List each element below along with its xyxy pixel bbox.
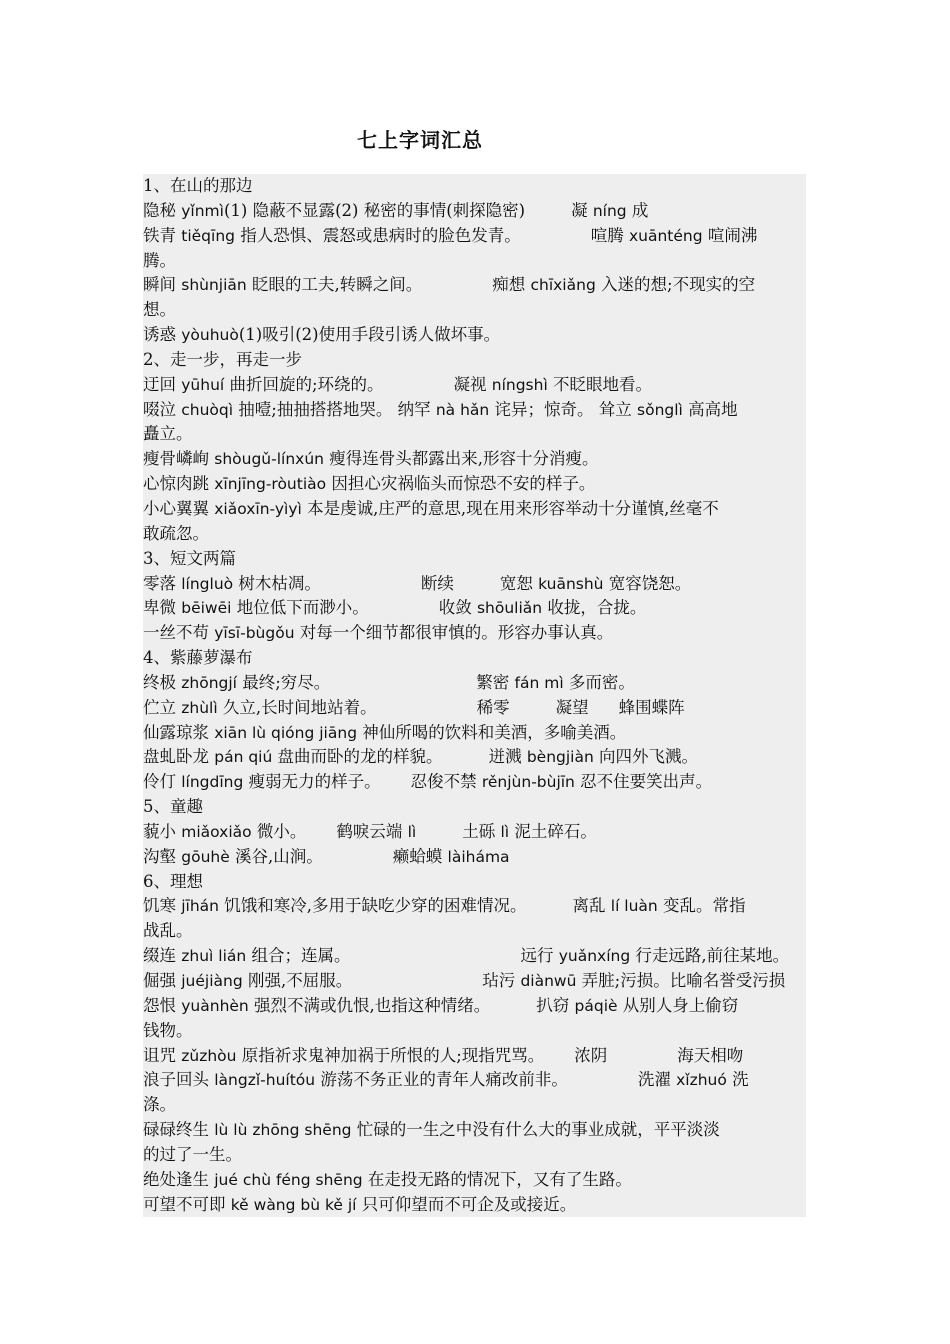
line-text: 铁青	[143, 225, 182, 245]
pinyin: kě wàng bù kě jí	[230, 1195, 357, 1214]
pinyin: bēiwēi	[181, 599, 232, 618]
pinyin: sǒnglì	[637, 400, 683, 419]
line-text: 3、短文两篇	[143, 548, 236, 568]
line-text: 啜泣	[143, 399, 182, 419]
line-text: 忙碌的一生之中没有什么大的事业成就，平平淡淡	[351, 1120, 720, 1140]
line-text: 收拢，合拢。	[542, 598, 647, 618]
pinyin: xīnjīng-ròutiào	[214, 475, 327, 494]
pinyin: yūhuí	[181, 375, 225, 394]
line-text: 凝	[571, 200, 593, 220]
pinyin: bèngjiàn	[526, 748, 594, 767]
pinyin: níng	[592, 201, 627, 220]
pinyin: zǔzhòu	[181, 1046, 237, 1065]
line-text: 饥寒	[143, 896, 182, 916]
vocab-line	[143, 894, 806, 919]
line-text: 神仙所喝的饮料和美酒，多喻美酒。	[357, 722, 627, 742]
line-text: 地位低下而渺小。	[231, 598, 369, 618]
line-text: 繁密	[476, 672, 515, 692]
line-text: 浪子回头	[143, 1070, 215, 1090]
line-text: 喧腾	[590, 225, 629, 245]
vocab-line	[143, 795, 806, 820]
pinyin: xiǎoxīn-yìyì	[214, 499, 302, 518]
vocab-line	[143, 373, 806, 398]
line-text: 诱惑	[143, 325, 182, 345]
line-text: 刚强,不屈服。	[242, 971, 353, 990]
line-text: 从别人身上偷窃	[617, 995, 739, 1015]
pinyin: lí luàn	[610, 897, 658, 916]
pinyin: chīxiǎng	[530, 276, 596, 295]
line-text: 瞬间	[143, 275, 182, 295]
vocab-line	[143, 572, 806, 597]
vocab-line	[143, 770, 806, 795]
line-text: 溪谷,山涧。	[229, 846, 323, 866]
vocab-line	[143, 1068, 806, 1093]
vocab-line	[143, 447, 806, 472]
line-text: 零落	[143, 573, 182, 593]
line-text: 2、走一步，再走一步	[143, 349, 302, 369]
line-text: 组合；连属。	[246, 946, 351, 966]
pinyin: língluò	[181, 574, 234, 593]
line-text: 洗濯	[637, 1070, 677, 1090]
line-text: 可望不可即	[143, 1194, 231, 1214]
line-text: 宽恕	[499, 573, 539, 593]
line-text: 稀零	[476, 697, 510, 717]
line-text: 远行	[520, 946, 559, 966]
line-text: 凝视	[453, 374, 492, 394]
pinyin: juéjiàng	[181, 972, 243, 990]
line-text: 瘦骨嶙峋	[143, 449, 215, 469]
vocab-line	[143, 596, 806, 621]
line-text: 强烈不满或仇恨,也指这种情绪。	[248, 995, 491, 1015]
vocabulary-list	[143, 174, 806, 1217]
line-text: 倔强	[143, 971, 182, 990]
vocab-line	[143, 323, 806, 348]
line-text: 藐小	[143, 821, 182, 841]
vocab-line	[143, 497, 806, 522]
line-text: 战乱。	[143, 921, 193, 941]
line-text: 最终;穷尽。	[236, 672, 331, 692]
pinyin: yuǎnxíng	[558, 947, 631, 966]
line-text: 蜂围蝶阵	[618, 697, 685, 717]
line-text: 因担心灾祸临头而惊恐不安的样子。	[326, 474, 596, 494]
line-text: 浓阴	[574, 1045, 608, 1065]
pinyin: shòugǔ-línxún	[214, 450, 324, 469]
page-title: 七上字词汇总	[357, 128, 483, 152]
pinyin: jīhán	[181, 897, 220, 916]
pinyin: nà hǎn	[435, 400, 490, 419]
line-text: 土砾	[462, 821, 501, 841]
line-text: 绝处逢生	[143, 1169, 215, 1189]
line-text: 游荡不务正业的青年人痛改前非。	[315, 1070, 568, 1090]
line-text: 沟壑	[143, 846, 182, 866]
line-text: 瘦弱无力的样子。	[243, 772, 381, 792]
pinyin: yuànhèn	[181, 996, 249, 1015]
line-text: 成	[626, 200, 649, 220]
line-text: 诅咒	[143, 1045, 182, 1065]
line-text: 伫立	[143, 697, 182, 717]
vocab-line	[143, 671, 806, 696]
pinyin: gōuhè	[181, 847, 230, 866]
line-text: 泥土碎石。	[509, 821, 597, 841]
pinyin: lù lù zhōng shēng	[214, 1121, 352, 1140]
line-text: 曲折回旋的;环绕的。	[224, 374, 384, 394]
line-text: 弄脏;污损。比喻名誉受污损	[576, 971, 786, 990]
line-text: 缀连	[143, 946, 182, 966]
vocab-line	[143, 1093, 806, 1118]
line-text: 1、在山的那边	[143, 176, 253, 195]
pinyin: làngzǐ-huítóu	[214, 1071, 316, 1090]
line-text: 原指祈求鬼神加祸于所恨的人;现指咒骂。	[236, 1045, 545, 1065]
line-text: 6、理想	[143, 871, 203, 891]
pinyin: zhuì lián	[181, 947, 247, 966]
pinyin: rěnjùn-bùjīn	[481, 773, 575, 792]
line-text: 只可仰望而不可企及或接近。	[356, 1194, 577, 1214]
line-text: 腾。	[143, 250, 176, 270]
line-text: 扒窃	[536, 995, 575, 1015]
vocab-line	[143, 1118, 806, 1143]
line-text: 钱物。	[143, 1020, 193, 1040]
line-text: 怨恨	[143, 995, 182, 1015]
vocab-line	[143, 273, 806, 298]
line-text: 入迷的想;不现实的空	[595, 275, 756, 295]
pinyin: fán mì	[514, 673, 564, 692]
line-text: (1)吸引(2)使用手段引诱人做坏事。	[238, 325, 501, 345]
vocab-line	[143, 422, 806, 447]
line-text: 指人恐惧、震怒或患病时的脸色发青。	[234, 225, 521, 245]
line-text: 矗立。	[143, 424, 193, 444]
pinyin: zhùlì	[181, 698, 218, 717]
line-text: 久立,长时间地站着。	[217, 697, 377, 717]
line-text: 多而密。	[563, 672, 635, 692]
line-text: 5、童趣	[143, 797, 203, 817]
line-text: 痴想	[492, 275, 531, 295]
line-text: 断续	[420, 573, 454, 593]
vocab-line	[143, 1044, 806, 1069]
vocab-line	[143, 1019, 806, 1044]
vocab-line	[143, 646, 806, 671]
pinyin: páqiè	[574, 996, 618, 1015]
line-text: 向四外飞溅。	[593, 747, 699, 767]
pinyin: làiháma	[447, 847, 510, 866]
pinyin: pán qiú	[214, 748, 273, 767]
pinyin: diànwū	[520, 972, 577, 990]
vocab-line	[143, 919, 806, 944]
line-text: 微小。	[251, 821, 307, 841]
vocab-line	[143, 472, 806, 497]
vocab-line	[143, 1193, 806, 1218]
vocab-line	[143, 820, 806, 845]
line-text: 饥饿和寒冷,多用于缺吃少穿的困难情况。	[219, 896, 527, 916]
line-text: 想。	[143, 300, 176, 320]
line-text: 在走投无路的情况下，又有了生路。	[362, 1169, 632, 1189]
line-text: 本是虔诚,庄严的意思,现在用来形容举动十分谨慎,丝毫不	[301, 498, 719, 518]
pinyin: xǐzhuó	[676, 1071, 727, 1090]
vocab-line	[143, 1168, 806, 1193]
line-text: 卑微	[143, 598, 182, 618]
line-text: 高高地	[682, 399, 738, 419]
line-text: 树木枯凋。	[233, 573, 321, 593]
line-text: 仙露琼浆	[143, 722, 215, 742]
line-text: 忍俊不禁	[410, 772, 482, 792]
pinyin: zhōngjí	[181, 673, 237, 692]
line-text: (1) 隐蔽不显露(2) 秘密的事情(刺探隐密)	[223, 200, 526, 220]
pinyin: yīsī-bùgǒu	[214, 624, 295, 643]
pinyin: yǐnmì	[181, 201, 224, 220]
pinyin: língdīng	[181, 773, 244, 792]
vocab-line	[143, 522, 806, 547]
pinyin: yòuhuò	[181, 326, 239, 345]
line-text: 鹤唳云端	[336, 821, 408, 841]
line-text: 玷污	[482, 971, 521, 990]
line-text: 盘曲而卧的龙的样貌。	[272, 747, 443, 767]
vocab-line	[143, 199, 806, 224]
vocab-line	[143, 870, 806, 895]
line-text: 海天相吻	[677, 1045, 744, 1065]
line-text: 洗	[726, 1070, 749, 1090]
line-text: 宽容饶恕。	[603, 573, 692, 593]
vocab-line	[143, 944, 806, 969]
line-text: 一丝不苟	[143, 623, 215, 643]
line-text: 忍不住要笑出声。	[574, 772, 713, 792]
line-text: 离乱	[572, 896, 611, 916]
vocab-line	[143, 298, 806, 323]
line-text: 抽噎;抽抽搭搭地哭。 纳罕	[233, 399, 436, 419]
pinyin: lì	[407, 822, 417, 841]
line-text: 碌碌终生	[143, 1120, 215, 1140]
vocab-line	[143, 1143, 806, 1168]
vocab-line	[143, 348, 806, 373]
vocab-line	[143, 547, 806, 572]
line-text: 4、紫藤萝瀑布	[143, 648, 253, 668]
vocab-line	[143, 621, 806, 646]
vocab-line	[143, 696, 806, 721]
vocab-line	[143, 969, 806, 994]
line-text: 盘虬卧龙	[143, 747, 215, 767]
line-text: 癞蛤蟆	[392, 846, 448, 866]
line-text: 行走远路,前往某地。	[630, 946, 790, 966]
line-text: 终极	[143, 672, 182, 692]
pinyin: tiěqīng	[181, 226, 235, 245]
line-text: 的过了一生。	[143, 1144, 242, 1164]
vocab-line	[143, 994, 806, 1019]
line-text: 迂回	[143, 374, 182, 394]
pinyin: shōuliǎn	[476, 599, 543, 618]
pinyin: miǎoxiǎo	[181, 822, 252, 841]
line-text: 心惊肉跳	[143, 474, 215, 494]
vocab-line	[143, 398, 806, 423]
vocab-line	[143, 721, 806, 746]
vocab-line	[143, 745, 806, 770]
line-text: 迸溅	[488, 747, 527, 767]
line-text: 伶仃	[143, 772, 182, 792]
line-text: 不眨眼地看。	[547, 374, 653, 394]
line-text: 凝望	[555, 697, 589, 717]
pinyin: shùnjiān	[181, 276, 247, 295]
pinyin: lì	[500, 822, 510, 841]
line-text: 眨眼的工夫,转瞬之间。	[246, 275, 423, 295]
line-text: 涤。	[143, 1095, 176, 1115]
vocab-line	[143, 249, 806, 274]
pinyin: níngshì	[491, 375, 548, 394]
line-text: 变乱。常指	[657, 896, 746, 916]
vocab-line	[143, 845, 806, 870]
line-text: 收敛	[438, 598, 477, 618]
pinyin: xuānténg	[628, 226, 703, 245]
line-text: 隐秘	[143, 200, 182, 220]
pinyin: jué chù féng shēng	[214, 1170, 363, 1189]
line-text: 对每一个细节都很审慎的。形容办事认真。	[294, 623, 614, 643]
pinyin: chuòqì	[181, 400, 234, 419]
vocab-line	[143, 174, 806, 199]
vocab-line	[143, 224, 806, 249]
pinyin: xiān lù qióng jiāng	[214, 723, 358, 742]
line-text: 敢疏忽。	[143, 523, 209, 543]
line-text: 喧闹沸	[702, 225, 758, 245]
line-text: 诧异；惊奇。 耸立	[489, 399, 638, 419]
line-text: 瘦得连骨头都露出来,形容十分消瘦。	[323, 449, 599, 469]
pinyin: kuānshù	[538, 574, 604, 593]
line-text: 小心翼翼	[143, 498, 215, 518]
